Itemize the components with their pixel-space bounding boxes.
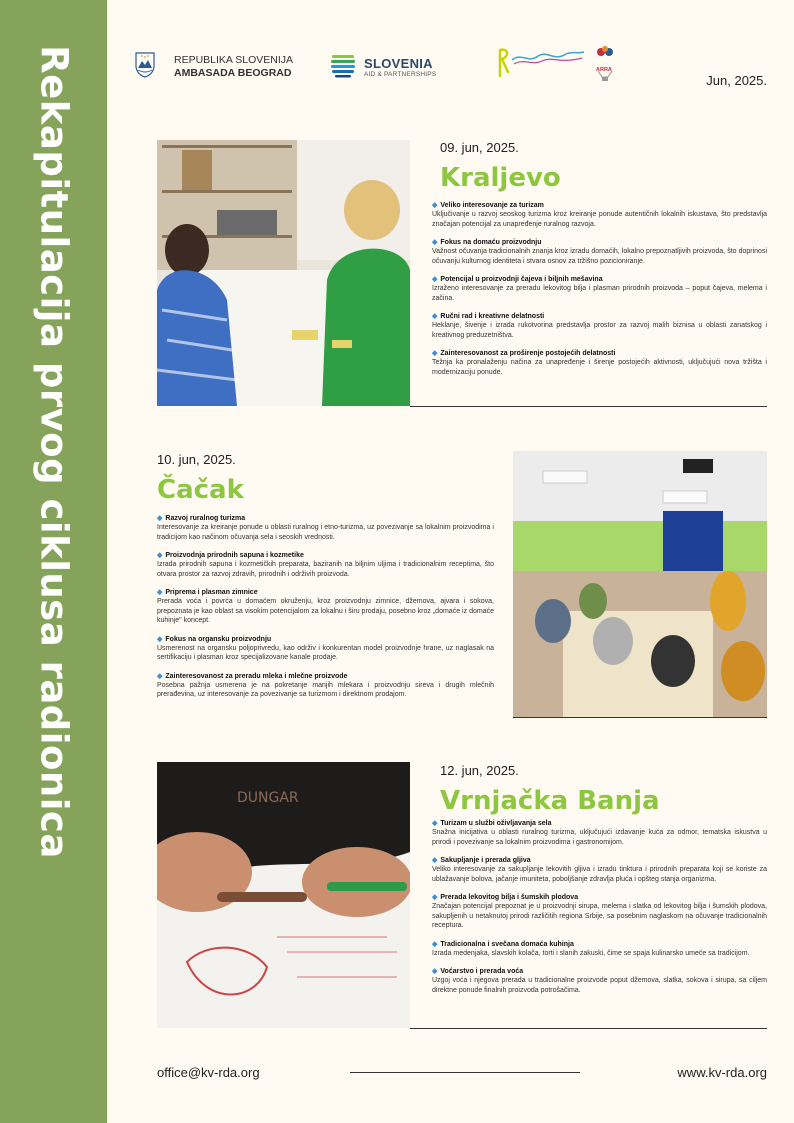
arra-logo-icon: [594, 45, 616, 83]
embassy-label: [174, 54, 293, 80]
footer-website-link[interactable]: www.kv-rda.org: [677, 1065, 767, 1080]
diamond-bullet-icon: ◆: [432, 857, 438, 864]
diamond-bullet-icon: ◆: [157, 515, 163, 522]
list-item: ◆ Turizam u službi oživljavanja sela Snažna inicijativa u oblasti ruralnog turizma, uključujući izdavanje kuća za odmor, tematska iskustva u prirodi i povezivanje sa lokalnim proizvodima i gastronomijom.: [432, 820, 767, 846]
diamond-bullet-icon: ◆: [157, 589, 163, 596]
list-item: ◆ Ručni rad i kreativne delatnosti Heklanje, šivenje i izrada rukotvorina predstavlja prostor za razvoj malih biznisa u oblasti zanatskog i kreativnog preduzetništva.: [432, 313, 767, 339]
slovenia-coat-of-arms-icon: [134, 52, 156, 78]
cacak-title: Čačak: [157, 475, 244, 505]
list-item: ◆ Fokus na domaću proizvodnju Važnost očuvanja tradicionalnih znanja kroz izradu domaćih, lokalno prepoznatljivih proizvoda, što doprinosi očuvanju kulturnog identiteta i stvara osnov za tržišno pozicioniranje.: [432, 239, 767, 265]
cacak-date: 10. jun, 2025.: [157, 452, 236, 467]
list-item: ◆ Potencijal u proizvodnji čajeva i biljnih mešavina Izraženo interesovanje za preradu lekovitog bilja i plasman prirodnih proizvoda – poput čajeva, melema i začina.: [432, 276, 767, 302]
arra-label: ARRA: [596, 67, 612, 73]
list-item: ◆ Sakupljanje i prerada gljiva Veliko interesovanje za sakupljanje lekovitih gljiva i izradu tinktura i prirodnih preparata koji se koriste za ublažavanje bolova, jačanje imuniteta, poboljšanje zdravlja pluća i opšteg stanja organizma.: [432, 857, 767, 883]
vrnjacka-banja-date: 12. jun, 2025.: [440, 763, 519, 778]
list-item: ◆ Zainteresovanost za proširenje postojećih delatnosti Težnja ka pronalaženju načina za unapređenje i širenje postojećih aktivnosti, uključujući nova tržišta i modernizaciju ponude.: [432, 350, 767, 376]
slovenia-aid-logo-icon: [330, 51, 356, 79]
diamond-bullet-icon: ◆: [432, 894, 438, 901]
diamond-bullet-icon: ◆: [432, 820, 438, 827]
section-divider: [513, 717, 767, 718]
cacak-items: [157, 514, 494, 709]
embassy-line-2: AMBASADA BEOGRAD: [174, 67, 292, 79]
diamond-bullet-icon: ◆: [432, 276, 438, 283]
list-item: ◆ Priprema i plasman zimnice Prerada voća i povrća u domaćem okruženju, kroz proizvodnju zimnice, džemova, ajvara i sokova, prepoznata je kao oblast sa visokim potencijalom za lokalnu i širu prodaju, posebno kroz „domaće iz domaće kuhinje" koncept.: [157, 589, 494, 624]
slovenia-subtitle: AID & PARTNERSHIPS: [364, 71, 437, 78]
diamond-bullet-icon: ◆: [432, 940, 438, 948]
vrnjacka-banja-items: [432, 819, 767, 1004]
kraljevo-items: [432, 201, 767, 386]
footer-divider: [350, 1072, 580, 1073]
kraljevo-title: Kraljevo: [440, 163, 561, 193]
list-item: ◆ Tradicionalna i svečana domaća kuhinja Izrada medenjaka, slavskih kolača, torti i slanih zakuski, čime se spaja kulinarsko umeće sa tradicijom.: [432, 940, 750, 957]
document-title: Rekapitulacija prvog ciklusa radionica: [32, 45, 76, 859]
sidebar: [0, 0, 107, 1123]
diamond-bullet-icon: ◆: [432, 350, 438, 357]
footer-email-link[interactable]: office@kv-rda.org: [157, 1065, 260, 1080]
header-date: Jun, 2025.: [706, 73, 767, 88]
kraljevo-workshop-photo: [157, 140, 410, 406]
diamond-bullet-icon: ◆: [432, 968, 438, 975]
list-item: ◆ Proizvodnja prirodnih sapuna i kozmetike Izrada prirodnih sapuna i kozmetičkih preparata, baziranih na biljnim uljima i tradicionalnim receptima, što otvara prostor za razvoj zdravih, prirodnih i održivih proizvoda.: [157, 552, 494, 578]
svg-text:DUNGAR: DUNGAR: [237, 790, 299, 806]
section-divider: [410, 1028, 767, 1029]
list-item: ◆ Voćarstvo i prerada voća Uzgoj voća i njegova prerada u tradicionalne proizvode poput džemova, slatka, sokova i sirupa, sa ciljem direktne ponude finalnih proizvoda potrošačima.: [432, 968, 767, 994]
list-item: ◆ Prerada lekovitog bilja i šumskih plodova Značajan potencijal prepoznat je u proizvodnji sirupa, melema i slatka od lekovitog bilja i šumskih plodova, sakupljenih u netaknutoj prirodi različitih regiona Srbije, sa posebnim naglaskom na očuvanje tradicionalnih receptura.: [432, 894, 767, 929]
slovenia-aid-label: [364, 56, 436, 78]
diamond-bullet-icon: ◆: [432, 313, 438, 320]
slovenia-title: SLOVENIA: [364, 56, 433, 71]
list-item: ◆ Razvoj ruralnog turizma Interesovanje za kreiranje ponude u oblasti ruralnog i etno-turizma, uz povezivanje sa lokalnim proizvodima i tradicijom kao načinom očuvanja sela i seoskih vrednosti.: [157, 515, 494, 541]
rda-logo-icon: [494, 46, 588, 82]
diamond-bullet-icon: ◆: [157, 552, 163, 559]
list-item: ◆ Fokus na organsku proizvodnju Usmerenost na organsku poljoprivredu, kao održiv i konkurentan model proizvodnje hrane, uz naglasak na sertifikaciju i plasman kroz specijalizovane kanale prodaje.: [157, 635, 494, 661]
vrnjacka-banja-title: Vrnjačka Banja: [440, 786, 660, 816]
vrnjacka-banja-workshop-photo: [157, 762, 410, 1028]
list-item: ◆ Zainteresovanost za preradu mleka i mlečne proizvode Posebna pažnja usmerena je na pokretanje manjih mlekara i proizvodnju sireva i drugih mlečnih prerađevina, uz interesovanje za povezivanje sa turizmom i direktnom prodajom.: [157, 672, 494, 698]
embassy-line-1: REPUBLIKA SLOVENIJA: [174, 54, 294, 66]
diamond-bullet-icon: ◆: [157, 635, 163, 643]
section-divider: [410, 406, 767, 407]
list-item: ◆ Veliko interesovanje za turizam Uključivanje u razvoj seoskog turizma kroz kreiranje ponude autentičnih lokalnih iskustava, što predstavlja značajan potencijal za unapređenje ruralnog razvoja.: [432, 202, 767, 228]
diamond-bullet-icon: ◆: [157, 672, 163, 680]
diamond-bullet-icon: ◆: [432, 202, 438, 209]
kraljevo-date: 09. jun, 2025.: [440, 140, 519, 155]
cacak-workshop-photo: [513, 451, 767, 718]
diamond-bullet-icon: ◆: [432, 239, 438, 246]
